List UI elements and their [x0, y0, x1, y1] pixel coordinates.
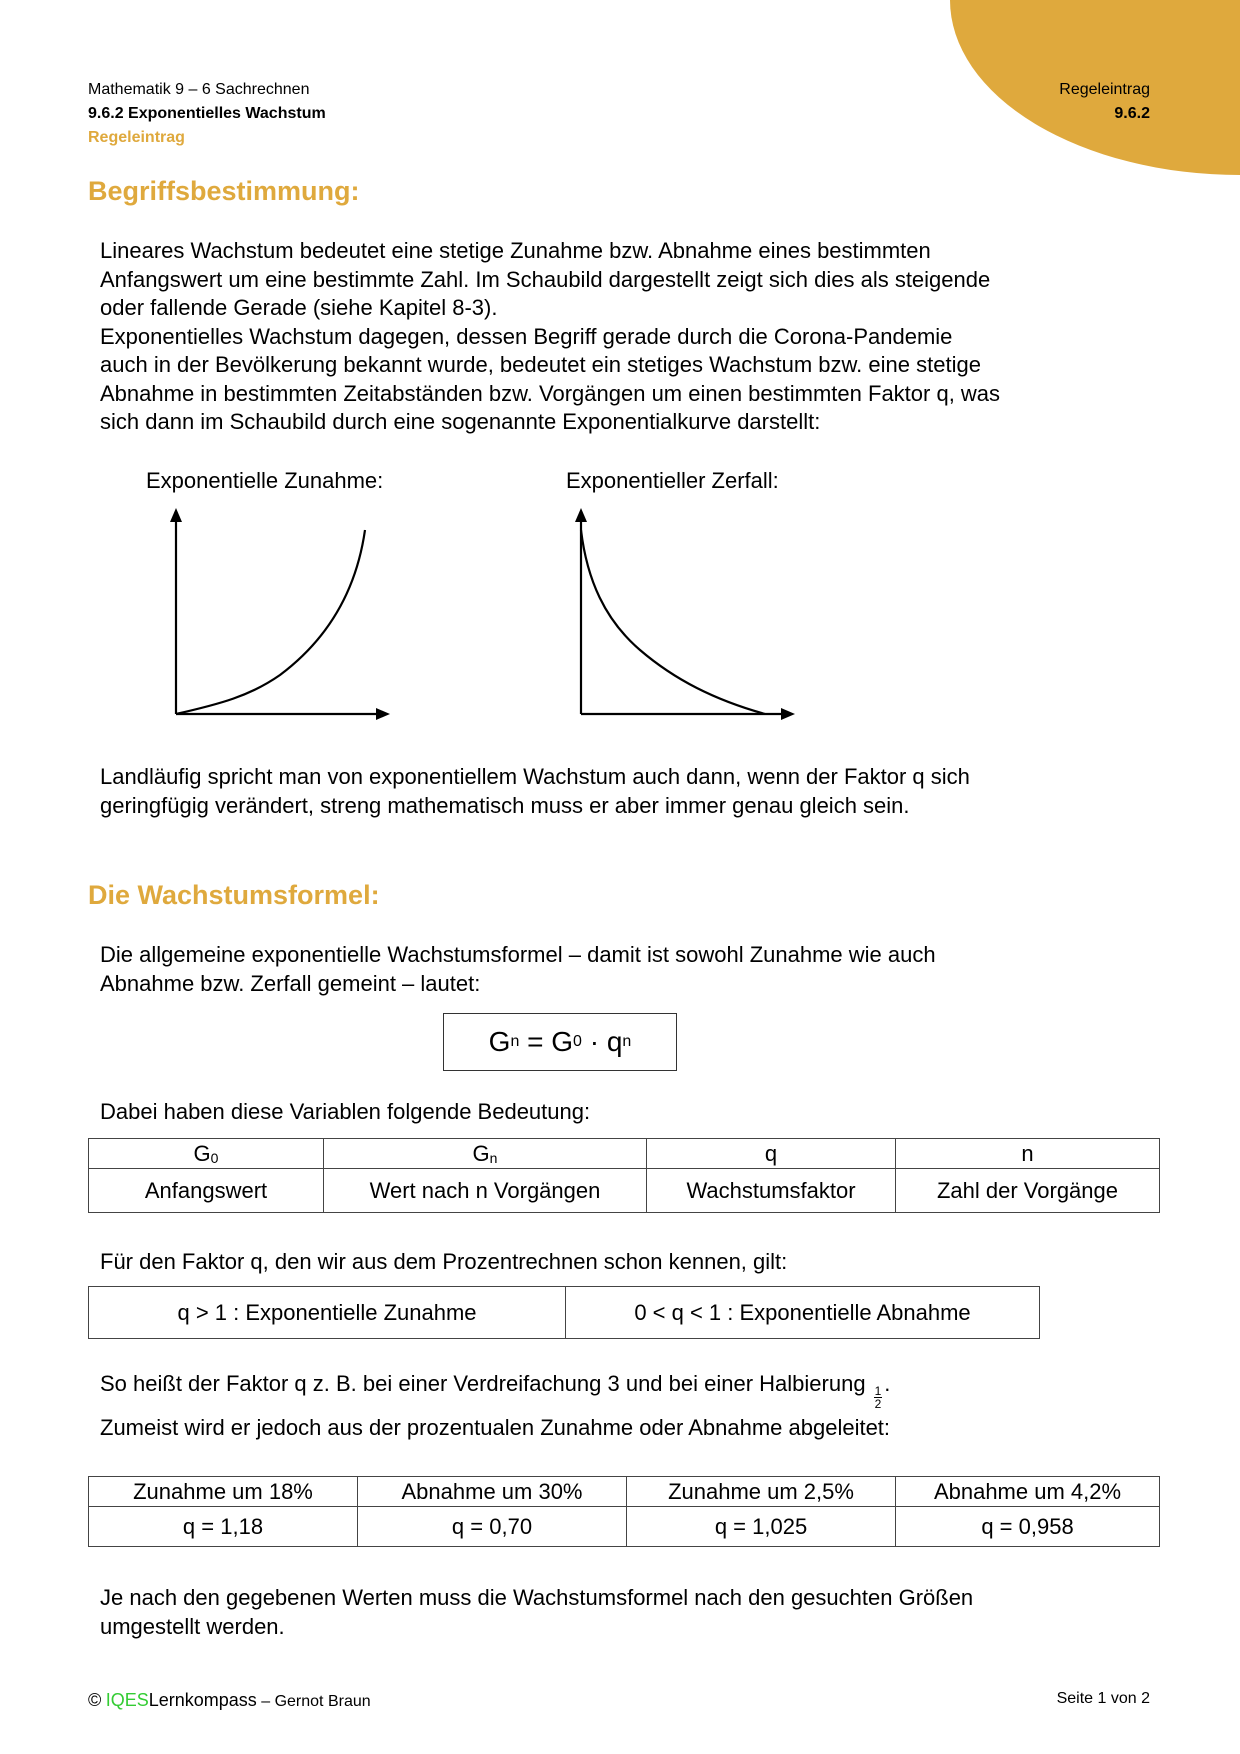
subject-line: Mathematik 9 – 6 Sachrechnen — [88, 81, 310, 98]
text-line: So heißt der Faktor q z. B. bei einer Verdreifachung 3 und bei einer Halbierung $\frac{1}{2}$ . — [100, 1371, 891, 1411]
corner-number: 9.6.2 — [1114, 105, 1150, 122]
table-cell: q = 1,18 — [89, 1507, 358, 1547]
text-line: umgestellt werden. — [100, 1613, 285, 1639]
table-cell: Abnahme um 30% — [358, 1477, 627, 1507]
table-cell: Zunahme um 2,5% — [627, 1477, 896, 1507]
decay-graph — [565, 500, 805, 720]
variables-table — [88, 1138, 1160, 1213]
table-cell: q = 0,958 — [896, 1507, 1160, 1547]
formula-g0-sub: 0 — [573, 1033, 582, 1050]
page-number: Seite 1 von 2 — [1056, 1690, 1150, 1707]
growth-graph-label: Exponentielle Zunahme: — [146, 468, 384, 493]
brand-lernkompass: Lernkompass — [148, 1690, 257, 1710]
y-axis-arrow-icon — [170, 508, 182, 522]
text-line: Exponentielles Wachstum dagegen, dessen Begriff gerade durch die Corona-Pandemie — [100, 323, 953, 349]
table-row — [89, 1139, 1160, 1169]
text-line: oder fallende Gerade (siehe Kapitel 8-3). — [100, 295, 498, 320]
corner-label — [1059, 78, 1150, 126]
table-row — [89, 1287, 1040, 1339]
growth-formula — [443, 1013, 677, 1071]
table-cell: Wachstumsfaktor — [647, 1169, 896, 1213]
definition-paragraph — [100, 237, 1160, 437]
factor-cases-table — [88, 1286, 1040, 1339]
formula-lhs: G — [488, 1026, 511, 1057]
text-line: Abnahme in bestimmten Zeitabständen bzw. Vorgängen um einen bestimmten Faktor q, was — [100, 380, 1001, 406]
example-paragraph — [100, 1370, 1160, 1443]
closing-paragraph — [100, 1584, 1160, 1641]
text-line: Die allgemeine exponentielle Wachstumsformel – damit ist sowohl Zunahme wie auch — [100, 942, 936, 967]
table-row — [89, 1507, 1160, 1547]
table-cell: $G_n$ — [324, 1139, 647, 1169]
text-line: Landläufig spricht man von exponentiellem Wachstum auch dann, wenn der Faktor q sich — [100, 764, 970, 789]
footer-copyright — [88, 1690, 371, 1711]
brand-iqes: IQES — [105, 1690, 149, 1710]
growth-curve — [176, 530, 365, 714]
section-title-wachstumsformel: Die Wachstumsformel: — [88, 880, 380, 910]
table-cell: Abnahme um 4,2% — [896, 1477, 1160, 1507]
formula-equals: = — [519, 1026, 552, 1057]
table-cell: Anfangswert — [89, 1169, 324, 1213]
table-cell: q — [647, 1139, 896, 1169]
text-line: auch in der Bevölkerung bekannt wurde, bedeutet ein stetiges Wachstum bzw. eine stetige — [100, 352, 981, 377]
text-line: Lineares Wachstum bedeutet eine stetige Zunahme bzw. Abnahme eines bestimmten — [100, 238, 931, 263]
corner-category: Regeleintrag — [1059, 81, 1150, 98]
table-cell: q > 1 : Exponentielle Zunahme — [89, 1287, 566, 1339]
text-line: Je nach den gegebenen Werten muss die Wachstumsformel nach den gesuchten Größen — [100, 1585, 974, 1610]
table-row — [89, 1477, 1160, 1507]
formula-intro — [100, 941, 1160, 998]
x-axis-arrow-icon — [376, 708, 390, 720]
table-cell: n — [896, 1139, 1160, 1169]
y-axis-arrow-icon — [575, 508, 587, 522]
table-cell: Zunahme um 18% — [89, 1477, 358, 1507]
x-axis-arrow-icon — [781, 708, 795, 720]
section-title-begriffsbestimmung: Begriffsbestimmung: — [88, 176, 360, 206]
percent-examples-table — [88, 1476, 1160, 1547]
text-line: Zumeist wird er jedoch aus der prozentualen Zunahme oder Abnahme abgeleitet: — [100, 1415, 891, 1440]
document-header — [88, 78, 326, 150]
category-label: Regeleintrag — [88, 129, 185, 146]
variables-intro: Dabei haben diese Variablen folgende Bedeutung: — [100, 1099, 591, 1124]
text-line: Abnahme bzw. Zerfall gemeint – lautet: — [100, 970, 481, 996]
table-row — [89, 1169, 1160, 1213]
formula-q: · q — [581, 1026, 623, 1057]
table-cell: q = 1,025 — [627, 1507, 896, 1547]
table-cell: Zahl der Vorgänge — [896, 1169, 1160, 1213]
table-cell: $G_0$ — [89, 1139, 324, 1169]
formula-exponent: n — [622, 1033, 632, 1050]
decay-graph-label: Exponentieller Zerfall: — [566, 468, 779, 493]
text-line: Anfangswert um eine bestimmte Zahl. Im Schaubild dargestellt zeigt sich dies als steigende — [100, 266, 991, 292]
author: – Gernot Braun — [256, 1693, 371, 1710]
table-cell: Wert nach n Vorgängen — [324, 1169, 647, 1213]
chapter-title: 9.6.2 Exponentielles Wachstum — [88, 105, 326, 122]
decay-curve — [581, 530, 765, 714]
formula-g0: G — [551, 1026, 574, 1057]
formula-lhs-sub: n — [510, 1033, 520, 1050]
copyright-icon: © — [88, 1690, 102, 1710]
factor-intro: Für den Faktor q, den wir aus dem Prozentrechnen schon kennen, gilt: — [100, 1249, 788, 1274]
text-line: sich dann im Schaubild durch eine sogenannte Exponentialkurve darstellt: — [100, 409, 821, 434]
fraction-one-half: $\frac{1}{2}$ — [874, 1384, 882, 1411]
table-cell: 0 < q < 1 : Exponentielle Abnahme — [566, 1287, 1040, 1339]
note-paragraph — [100, 763, 1160, 820]
growth-graph — [160, 500, 400, 720]
table-cell: q = 0,70 — [358, 1507, 627, 1547]
text-line: geringfügig verändert, streng mathematisch muss er aber immer genau gleich sein. — [100, 792, 910, 818]
